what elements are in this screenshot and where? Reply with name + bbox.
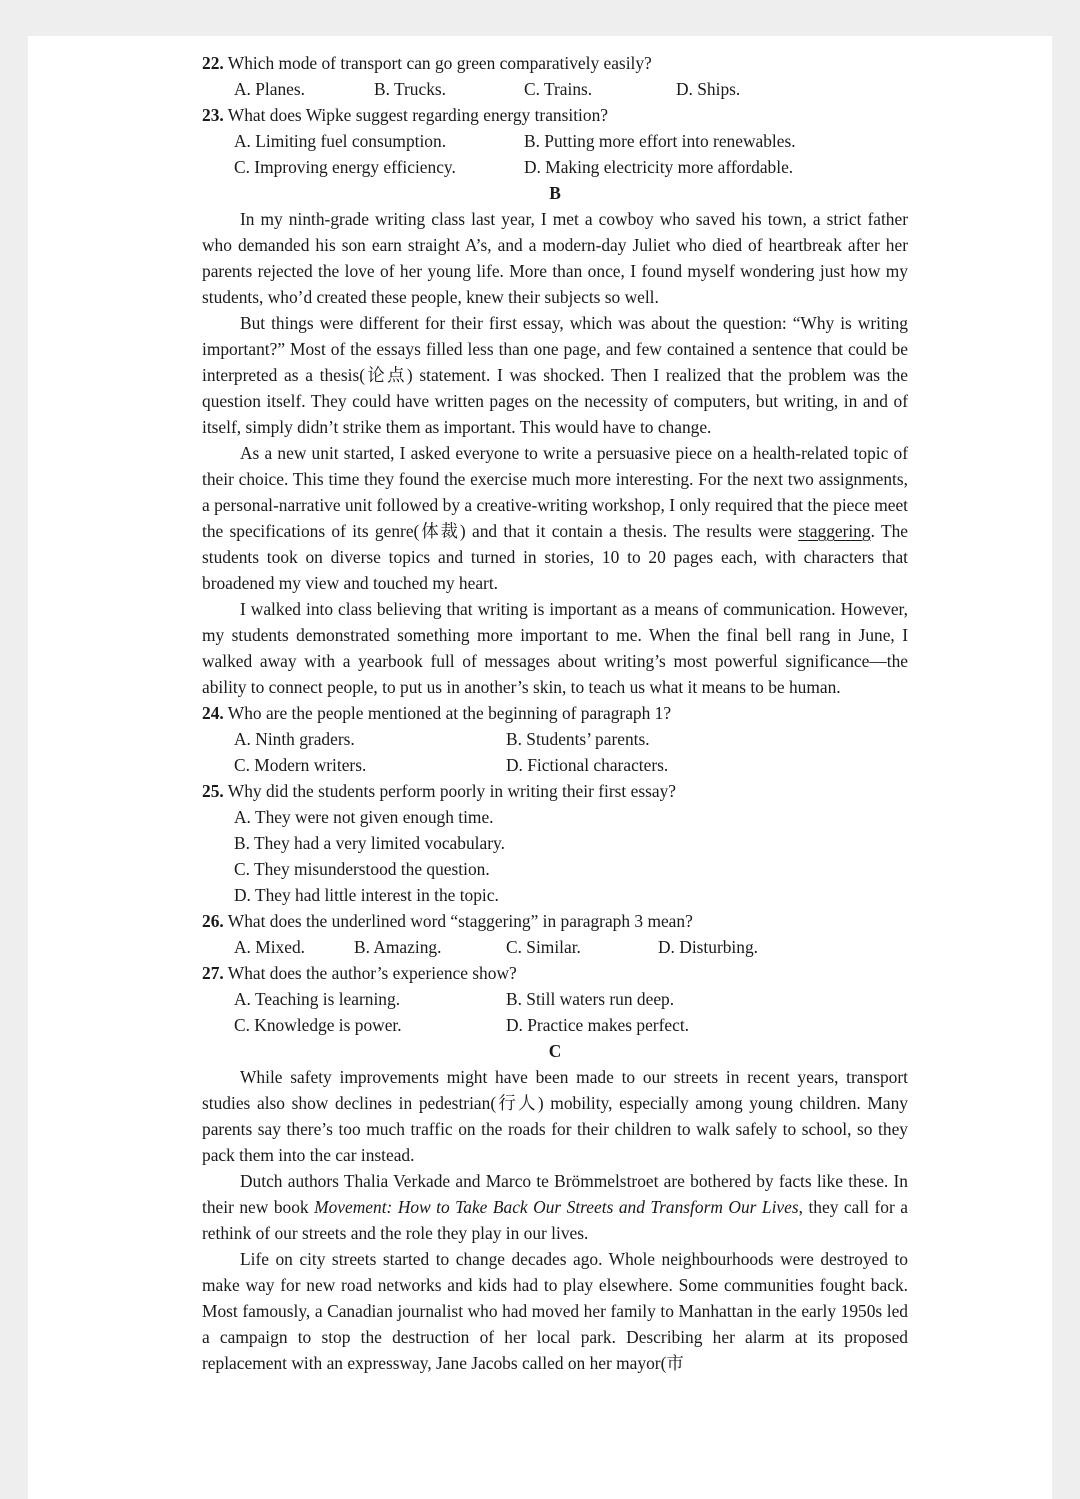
page-content [202,50,908,1376]
option-a: A. Mixed. [234,937,306,957]
option-b: B. Trucks. [374,79,447,99]
option-a-row [202,804,908,830]
question-text: Why did the students perform poorly in writing their first essay? [227,781,676,801]
option-d: D. They had little interest in the topic. [234,885,499,905]
options-22 [202,76,908,102]
option-d: D. Practice makes perfect. [506,1015,689,1035]
question-text: What does the underlined word “staggering” in paragraph 3 mean? [227,911,693,931]
question-number: 25. [202,781,224,801]
question-text: What does the author’s experience show? [227,963,517,983]
options-27-row1 [202,986,908,1012]
passage-c-paragraph-3: Life on city streets started to change decades ago. Whole neighbourhoods were destroyed to make way for new road networks and kids had to play elsewhere. Some communities fought back. Most famously, a Canadian journalist who had moved her family to Manhattan in the early 1950s led a campaign to stop the destruction of her local park. Describing her alarm at its proposed replacement with an expressway, Jane Jacobs called on her mayor(市 [202,1249,908,1373]
option-a: A. Limiting fuel consumption. [234,131,447,151]
question-22 [202,50,908,76]
options-26 [202,934,908,960]
option-c: C. Modern writers. [234,755,367,775]
question-text: Who are the people mentioned at the beginning of paragraph 1? [227,703,672,723]
question-number: 26. [202,911,224,931]
options-24-row1 [202,726,908,752]
question-23 [202,102,908,128]
section-heading-b: B [549,183,561,203]
option-b: B. Students’ parents. [506,729,650,749]
option-d: D. Fictional characters. [506,755,669,775]
passage-b-paragraph-3: As a new unit started, I asked everyone to write a persuasive piece on a health-related topic of their choice. This time they found the exercise much more interesting. For the next two assignments, a personal-narrative unit followed by a creative-writing workshop, I only required that the piece meet the specifications of its genre(体裁) and that it contain a thesis. The results were staggering. The students took on diverse topics and turned in stories, 10 to 20 pages each, with characters that broadened my view and touched my heart. [202,443,908,593]
question-number: 23. [202,105,224,125]
passage-c-paragraph-1: While safety improvements might have been made to our streets in recent years, transport studies also show declines in pedestrian(行人) mobility, especially among young children. Many parents say there’s too much traffic on the roads for their children to walk safely to school, so they pack them into the car instead. [202,1067,908,1165]
underlined-word: staggering [798,521,871,541]
options-24-row2 [202,752,908,778]
question-27 [202,960,908,986]
section-heading-c: C [548,1041,562,1061]
option-c-row [202,856,908,882]
option-b-row [202,830,908,856]
book-title: Movement: How to Take Back Our Streets and Transform Our Lives [314,1197,799,1217]
question-number: 27. [202,963,224,983]
options-23-row2 [202,154,908,180]
option-c: C. Trains. [524,79,593,99]
passage-c-paragraph-2: Dutch authors Thalia Verkade and Marco te Brömmelstroet are bothered by facts like these. In their new book Movement: How to Take Back Our Streets and Transform Our Lives, they call for a rethink of our streets and the role they play in our lives. [202,1171,908,1243]
option-c: C. Improving energy efficiency. [234,157,456,177]
option-c: C. They misunderstood the question. [234,859,490,879]
option-a: A. Teaching is learning. [234,989,401,1009]
question-text: What does Wipke suggest regarding energy transition? [227,105,608,125]
exam-page [28,36,1052,1499]
passage-b-paragraph-2: But things were different for their first essay, which was about the question: “Why is writing important?” Most of the essays filled less than one page, and few contained a sentence that could be interpreted as a thesis(论点) statement. I was shocked. Then I realized that the problem was the question itself. They could have written pages on the necessity of computers, but writing, in and of itself, simply didn’t strike them as important. This would have to change. [202,313,908,437]
option-a: A. Planes. [234,79,306,99]
options-27-row2 [202,1012,908,1038]
option-a: A. They were not given enough time. [234,807,494,827]
options-23-row1 [202,128,908,154]
question-26 [202,908,908,934]
option-b: B. Amazing. [354,937,442,957]
option-a: A. Ninth graders. [234,729,355,749]
option-d: D. Ships. [676,79,741,99]
question-number: 24. [202,703,224,723]
option-b: B. Still waters run deep. [506,989,675,1009]
option-b: B. Putting more effort into renewables. [524,131,796,151]
option-c: C. Similar. [506,937,581,957]
question-number: 22. [202,53,224,73]
option-c: C. Knowledge is power. [234,1015,402,1035]
option-d: D. Making electricity more affordable. [524,157,794,177]
option-d: D. Disturbing. [658,937,758,957]
passage-b-paragraph-4: I walked into class believing that writing is important as a means of communication. However, my students demonstrated something more important to me. When the final bell rang in June, I walked away with a yearbook full of messages about writing’s most powerful significance—the ability to connect people, to put us in another’s skin, to teach us what it means to be human. [202,599,908,697]
question-25 [202,778,908,804]
question-text: Which mode of transport can go green comparatively easily? [227,53,652,73]
option-d-row [202,882,908,908]
passage-b-paragraph-1: In my ninth-grade writing class last year, I met a cowboy who saved his town, a strict father who demanded his son earn straight A’s, and a modern-day Juliet who died of heartbreak after her parents rejected the love of her young life. More than once, I found myself wondering just how my students, who’d created these people, knew their subjects so well. [202,209,908,307]
question-24 [202,700,908,726]
option-b: B. They had a very limited vocabulary. [234,833,505,853]
